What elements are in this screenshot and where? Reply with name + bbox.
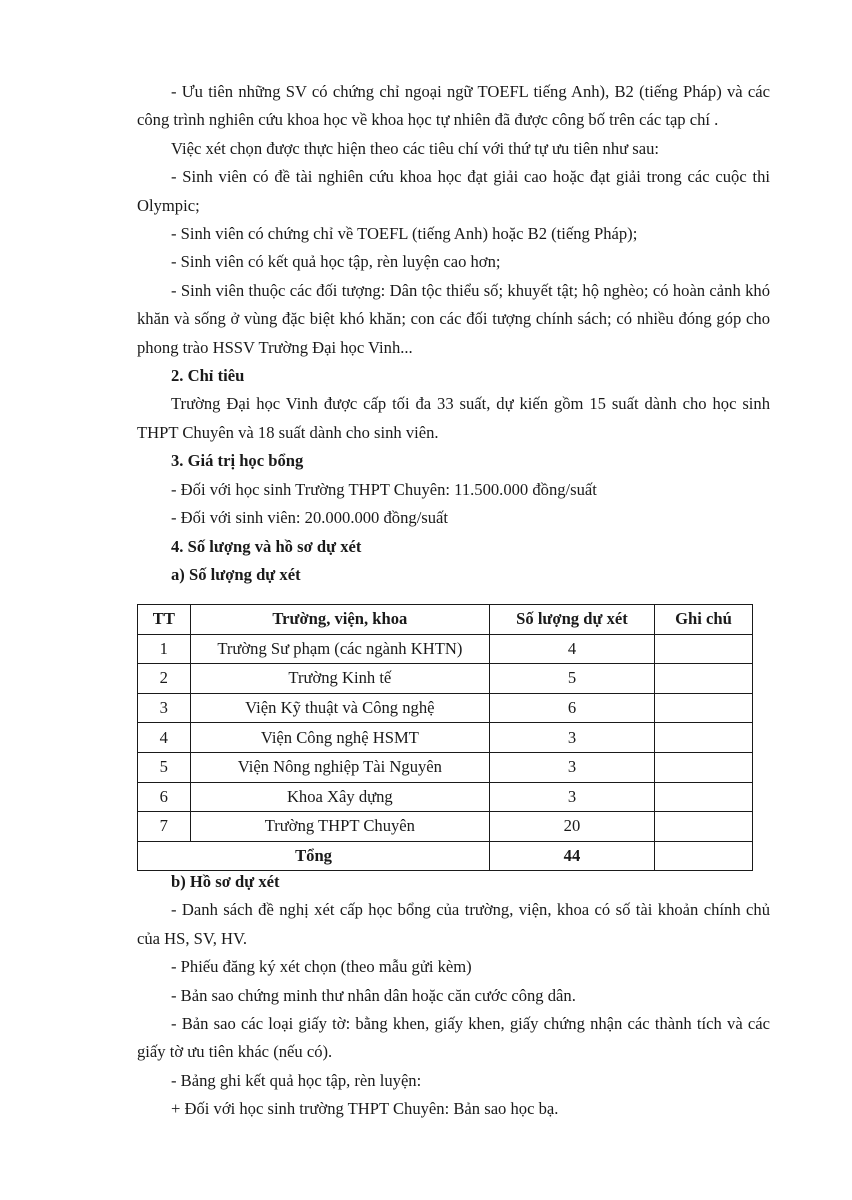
cell-note [654, 634, 752, 664]
doc-list-item: - Bản sao các loại giấy tờ: bằng khen, giấy khen, giấy chứng nhận các thành tích và các giấy tờ ưu tiên khác (nếu có). [137, 1014, 770, 1062]
upper-text-block [137, 78, 770, 589]
cell-note [654, 723, 752, 753]
cell-unit: Trường Kinh tế [190, 664, 489, 694]
header-unit: Trường, viện, khoa [190, 605, 489, 635]
cell-note [654, 752, 752, 782]
section-4-heading: 4. Số lượng và hồ sơ dự xét [171, 536, 362, 556]
scholarship-value-highschool: - Đối với học sinh Trường THPT Chuyên: 11.500.000 đồng/suất [171, 479, 597, 499]
cell-count: 5 [490, 664, 655, 694]
priority-toefl-paragraph: - Ưu tiên những SV có chứng chỉ ngoại ngữ TOEFL tiếng Anh), B2 (tiếng Pháp) và các công trình nghiên cứu khoa học về khoa học tự nhiên đã được công bố trên các tạp chí . [137, 82, 770, 130]
total-label: Tổng [138, 841, 490, 871]
header-count: Số lượng dự xét [490, 605, 655, 635]
total-value: 44 [490, 841, 655, 871]
quota-table [137, 604, 753, 871]
table-row [138, 812, 753, 842]
doc-list-item: - Phiếu đăng ký xét chọn (theo mẫu gửi kèm) [171, 957, 472, 977]
cell-count: 3 [490, 782, 655, 812]
cell-tt: 1 [138, 634, 191, 664]
cell-note [654, 782, 752, 812]
cell-tt: 6 [138, 782, 191, 812]
cell-unit: Viện Công nghệ HSMT [190, 723, 489, 753]
cell-count: 4 [490, 634, 655, 664]
cell-tt: 4 [138, 723, 191, 753]
table-row [138, 782, 753, 812]
table-row [138, 723, 753, 753]
table-row [138, 693, 753, 723]
total-note [654, 841, 752, 871]
header-note: Ghi chú [654, 605, 752, 635]
criteria-intro: Việc xét chọn được thực hiện theo các tiêu chí với thứ tự ưu tiên như sau: [171, 138, 659, 158]
cell-count: 3 [490, 752, 655, 782]
cell-unit: Trường THPT Chuyên [190, 812, 489, 842]
doc-list-item: + Đối với học sinh trường THPT Chuyên: Bản sao học bạ. [171, 1099, 559, 1119]
table-row [138, 634, 753, 664]
cell-tt: 7 [138, 812, 191, 842]
lower-text-block [137, 868, 770, 1124]
header-tt: TT [138, 605, 191, 635]
section-3-heading: 3. Giá trị học bổng [171, 451, 304, 471]
criterion-results: - Sinh viên có kết quả học tập, rèn luyện cao hơn; [171, 252, 501, 272]
cell-count: 20 [490, 812, 655, 842]
subsection-a-heading: a) Số lượng dự xét [171, 564, 301, 584]
cell-count: 3 [490, 723, 655, 753]
doc-list-item: - Danh sách đề nghị xét cấp học bổng của trường, viện, khoa có số tài khoản chính chủ của HS, SV, HV. [137, 900, 770, 948]
section-2-text: Trường Đại học Vinh được cấp tối đa 33 suất, dự kiến gồm 15 suất dành cho học sinh THPT Chuyên và 18 suất dành cho sinh viên. [137, 394, 770, 442]
cell-tt: 5 [138, 752, 191, 782]
criterion-research: - Sinh viên có đề tài nghiên cứu khoa học đạt giải cao hoặc đạt giải trong các cuộc thi Olympic; [137, 167, 770, 215]
subsection-b-heading: b) Hồ sơ dự xét [171, 872, 280, 891]
cell-note [654, 693, 752, 723]
doc-list-item: - Bảng ghi kết quả học tập, rèn luyện: [171, 1070, 422, 1090]
cell-note [654, 664, 752, 694]
cell-unit: Khoa Xây dựng [190, 782, 489, 812]
cell-count: 6 [490, 693, 655, 723]
section-2-heading: 2. Chỉ tiêu [171, 366, 245, 386]
cell-unit: Viện Nông nghiệp Tài Nguyên [190, 752, 489, 782]
cell-tt: 2 [138, 664, 191, 694]
cell-tt: 3 [138, 693, 191, 723]
table-total-row [138, 841, 753, 871]
cell-note [654, 812, 752, 842]
cell-unit: Viện Kỹ thuật và Công nghệ [190, 693, 489, 723]
doc-list-item: - Bản sao chứng minh thư nhân dân hoặc căn cước công dân. [171, 985, 576, 1005]
table-header-row [138, 605, 753, 635]
table-row [138, 752, 753, 782]
table-row [138, 664, 753, 694]
criterion-special-groups: - Sinh viên thuộc các đối tượng: Dân tộc thiểu số; khuyết tật; hộ nghèo; có hoàn cảnh khó khăn và sống ở vùng đặc biệt khó khăn; con các đối tượng chính sách; có nhiều đóng góp cho phong trào HSSV Trường Đại học Vinh... [137, 280, 770, 357]
criterion-certificate: - Sinh viên có chứng chỉ về TOEFL (tiếng Anh) hoặc B2 (tiếng Pháp); [171, 224, 638, 244]
cell-unit: Trường Sư phạm (các ngành KHTN) [190, 634, 489, 664]
scholarship-value-student: - Đối với sinh viên: 20.000.000 đồng/suất [171, 508, 449, 528]
